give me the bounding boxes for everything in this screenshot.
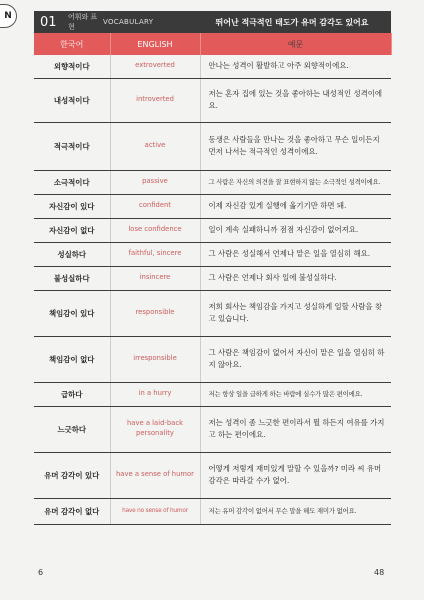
english-term: have no sense of humor (110, 498, 200, 524)
lesson-number: 01 (40, 14, 57, 30)
example-sentence: 그 사람은 언제나 회사 일에 불성실하다. (200, 266, 391, 290)
korean-term: 자신감이 있다 (34, 194, 110, 218)
table-row (34, 336, 391, 382)
header-english: ENGLISH (110, 33, 200, 55)
english-term: have a sense of humor (110, 452, 200, 498)
korean-term: 적극적이다 (34, 122, 110, 170)
table-row (34, 122, 391, 170)
table-row (34, 218, 391, 242)
korean-term: 자신감이 없다 (34, 218, 110, 242)
table-row (34, 242, 391, 266)
example-sentence: 일이 계속 실패하니까 점점 자신감이 없어져요. (200, 218, 391, 242)
example-sentence: 저는 성격이 좀 느긋한 편이라서 뭘 하든지 여유를 가지고 하는 편이에요. (200, 406, 391, 452)
example-sentence: 그 사람은 책임감이 없어서 자신이 맡은 일을 열심히 하지 않아요. (200, 336, 391, 382)
english-term: confident (110, 194, 200, 218)
table-row (34, 406, 391, 452)
korean-term: 소극적이다 (34, 170, 110, 194)
header-korean: 한국어 (34, 33, 110, 55)
english-term: passive (110, 170, 200, 194)
section-tag: 어휘와 표현 (68, 13, 98, 31)
example-sentence: 이제 자신감 있게 실행에 옮기기만 하면 돼. (200, 194, 391, 218)
english-term: faithful, sincere (110, 242, 200, 266)
english-term: irresponsible (110, 336, 200, 382)
table-row (34, 55, 391, 78)
korean-term: 외향적이다 (34, 55, 110, 78)
table-row (34, 498, 391, 524)
table-row (34, 78, 391, 122)
korean-term: 유머 감각이 없다 (34, 498, 110, 524)
table-header-row (34, 33, 391, 55)
table-row (34, 170, 391, 194)
english-term: have a laid-back personality (110, 406, 200, 452)
english-term: lose confidence (110, 218, 200, 242)
english-term: in a hurry (110, 382, 200, 406)
korean-term: 책임감이 있다 (34, 290, 110, 336)
example-sentence: 저는 혼자 집에 있는 것을 좋아하는 내성적인 성격이에요. (200, 78, 391, 122)
korean-term: 책임감이 없다 (34, 336, 110, 382)
chapter-side-tab: N (0, 4, 17, 28)
lesson-banner (34, 11, 391, 33)
english-term: active (110, 122, 200, 170)
page-number-left: 6 (38, 568, 44, 577)
english-term: insincere (110, 266, 200, 290)
english-term: introverted (110, 78, 200, 122)
page-number-right: 48 (374, 568, 385, 577)
korean-term: 느긋하다 (34, 406, 110, 452)
korean-term: 급하다 (34, 382, 110, 406)
korean-term: 유머 감각이 있다 (34, 452, 110, 498)
table-row (34, 290, 391, 336)
korean-term: 내성적이다 (34, 78, 110, 122)
example-sentence: 그 사람은 자신의 의견을 잘 표현하지 않는 소극적인 성격이에요. (200, 170, 391, 194)
english-term: responsible (110, 290, 200, 336)
vocabulary-sheet (34, 11, 391, 525)
example-sentence: 동생은 사람들을 만나는 것을 좋아하고 무슨 일이든지 먼저 나서는 적극적인 성격이에요. (200, 122, 391, 170)
table-row (34, 194, 391, 218)
table-row (34, 452, 391, 498)
example-sentence: 안나는 성격이 활발하고 아주 외향적이에요. (200, 55, 391, 78)
korean-term: 성실하다 (34, 242, 110, 266)
lesson-title: 뛰어난 적극적인 태도가 유머 감각도 있어요 (215, 17, 369, 27)
header-example: 예문 (200, 33, 391, 55)
example-sentence: 저는 항상 일을 급하게 하는 바람에 실수가 많은 편이에요. (200, 382, 391, 406)
vocabulary-table (34, 33, 392, 525)
table-row (34, 266, 391, 290)
example-sentence: 저는 유머 감각이 없어서 무슨 말을 해도 재미가 없어요. (200, 498, 391, 524)
korean-term: 불성실하다 (34, 266, 110, 290)
example-sentence: 어떻게 저렇게 재미있게 말할 수 있을까? 미라 씨 유머 감각은 따라갈 수가 없어. (200, 452, 391, 498)
example-sentence: 그 사람은 성실해서 언제나 맡은 일을 열심히 해요. (200, 242, 391, 266)
english-term: extroverted (110, 55, 200, 78)
table-row (34, 382, 391, 406)
vocabulary-label: VOCABULARY (103, 18, 154, 26)
example-sentence: 저희 회사는 책임감을 가지고 성실하게 일할 사람을 찾고 있습니다. (200, 290, 391, 336)
